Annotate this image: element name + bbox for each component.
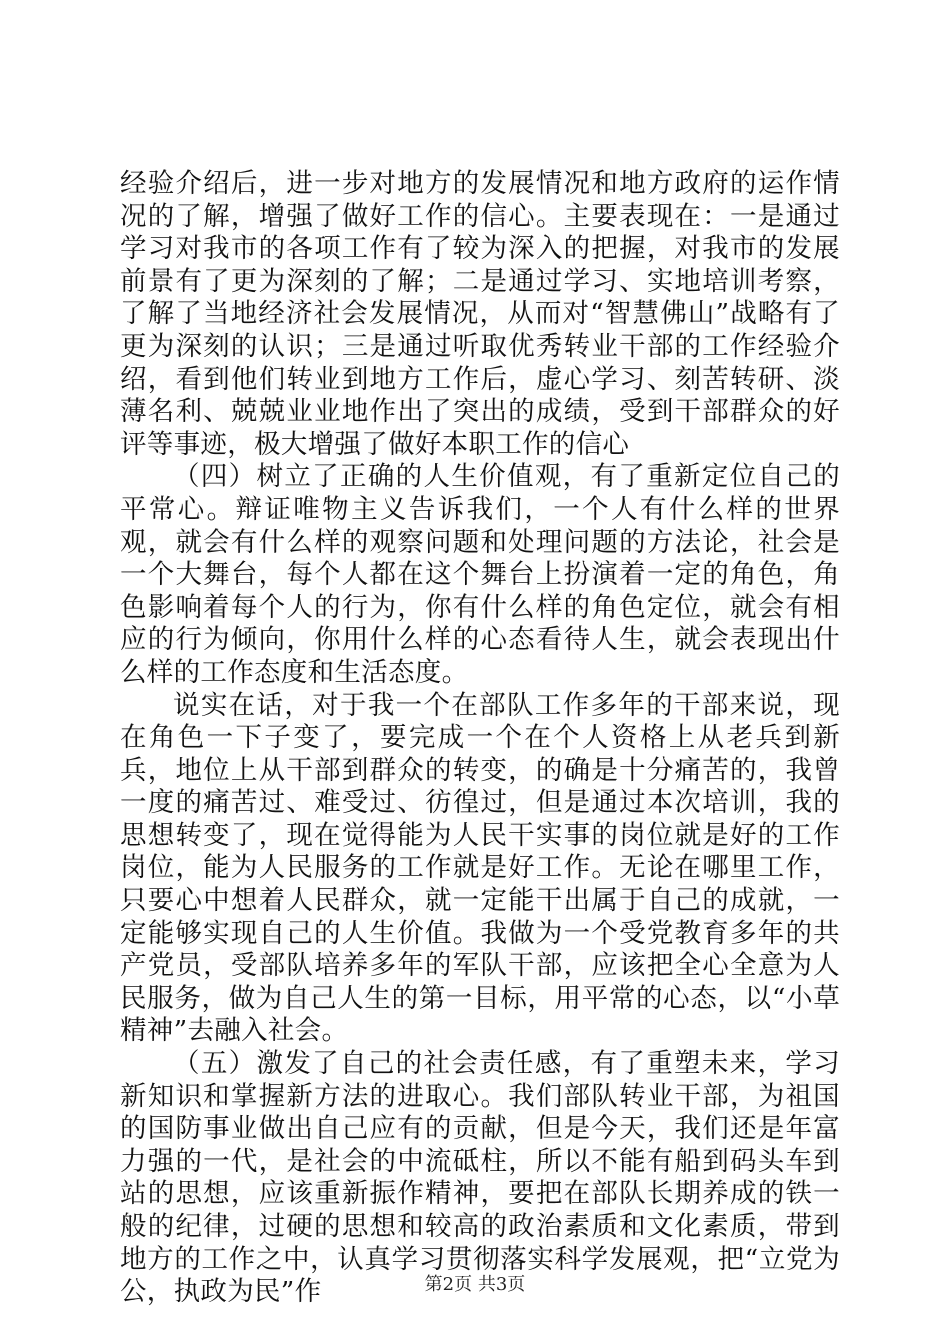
page-number-label: 第2页 共3页 (424, 1274, 526, 1295)
paragraph-4: （五）激发了自己的社会责任感，有了重塑未来，学习新知识和掌握新方法的进取心。我们部队转业干部，为祖国的国防事业做出自己应有的贡献，但是今天，我们还是年富力强的一代，是社会的中流砥柱，所以不能有船到码头车到站的思想，应该重新振作精神，要把在部队长期养成的铁一般的纪律，过硬的思想和较高的政治素质和文化素质，带到地方的工作之中，认真学习贯彻落实科学发展观，把“立党为公，执政为民”作 (120, 1048, 840, 1308)
document-body (120, 168, 840, 1309)
page-footer (0, 1270, 950, 1296)
paragraph-3: 说实在话，对于我一个在部队工作多年的干部来说，现在角色一下子变了，要完成一个在个人资格上从老兵到新兵，地位上从干部到群众的转变，的确是十分痛苦的，我曾一度的痛苦过、难受过、彷徨过，但是通过本次培训，我的思想转变了，现在觉得能为人民干实事的岗位就是好的工作岗位，能为人民服务的工作就是好工作。无论在哪里工作，只要心中想着人民群众，就一定能干出属于自己的成就，一定能够实现自己的人生价值。我做为一个受党教育多年的共产党员，受部队培养多年的军队干部，应该把全心全意为人民服务，做为自己人生的第一目标，用平常的心态，以“小草精神”去融入社会。 (120, 689, 840, 1047)
paragraph-1: 经验介绍后，进一步对地方的发展情况和地方政府的运作情况的了解，增强了做好工作的信心。主要表现在：一是通过学习对我市的各项工作有了较为深入的把握，对我市的发展前景有了更为深刻的了解；二是通过学习、实地培训考察，了解了当地经济社会发展情况，从而对“智慧佛山”战略有了更为深刻的认识；三是通过听取优秀转业干部的工作经验介绍，看到他们转业到地方工作后，虚心学习、刻苦转研、淡薄名利、兢兢业业地作出了突出的成绩，受到干部群众的好评等事迹，极大增强了做好本职工作的信心 (120, 168, 840, 460)
paragraph-2: （四）树立了正确的人生价值观，有了重新定位自己的平常心。辩证唯物主义告诉我们，一个人有什么样的世界观，就会有什么样的观察问题和处理问题的方法论，社会是一个大舞台，每个人都在这个舞台上扮演着一定的角色，角色影响着每个人的行为，你有什么样的角色定位，就会有相应的行为倾向，你用什么样的心态看待人生，就会表现出什么样的工作态度和生活态度。 (120, 461, 840, 688)
